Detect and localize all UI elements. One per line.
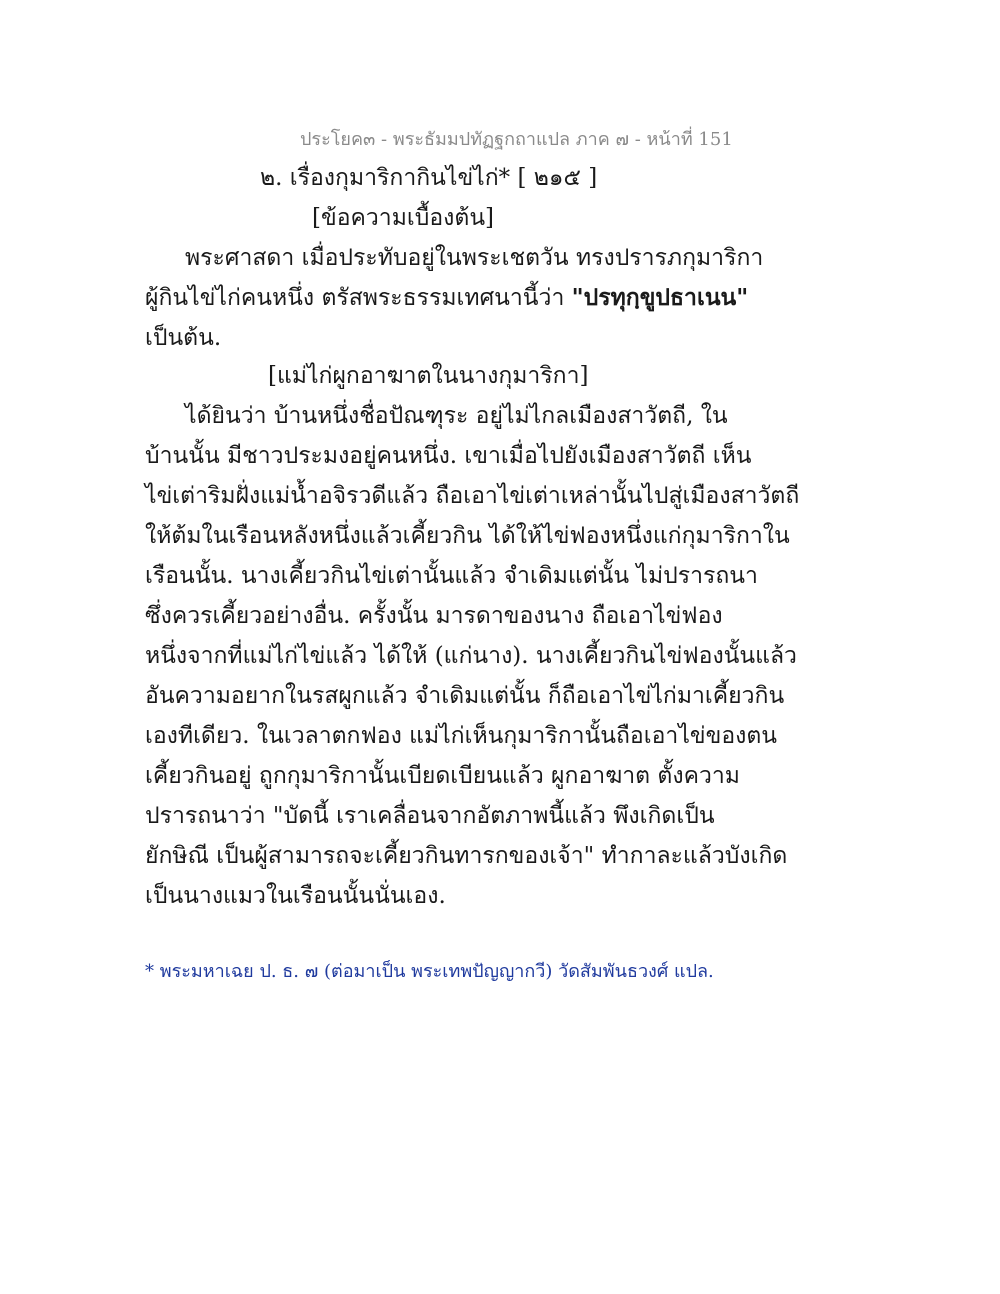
body-line: ซึ่งควรเคี้ยวอย่างอื่น. ครั้งนั้น มารดาของนาง ถือเอาไข่ฟอง <box>145 603 723 629</box>
intro-line-3: เป็นต้น. <box>145 325 222 351</box>
body-line: ได้ยินว่า บ้านหนึ่งชื่อปัณฑุระ อยู่ไม่ไกลเมืองสาวัตถี, ใน <box>185 403 728 429</box>
intro-line-2 <box>145 280 748 316</box>
body-line: เป็นนางแมวในเรือนนั้นนั่นเอง. <box>145 883 446 909</box>
body-line: อันความอยากในรสผูกแล้ว จำเดิมแต่นั้น ก็ถือเอาไข่ไก่มาเคี้ยวกิน <box>145 683 785 709</box>
body-line: เรือนนั้น. นางเคี้ยวกินไข่เต่านั้นแล้ว จำเดิมแต่นั้น ไม่ปรารถนา <box>145 563 758 589</box>
body-line: ปรารถนาว่า "บัดนี้ เราเคลื่อนจากอัตภาพนี้แล้ว พึงเกิดเป็น <box>145 803 715 829</box>
story-title: ๒. เรื่องกุมาริกากินไข่ไก่* [ ๒๑๕ ] <box>260 165 598 191</box>
intro-line-1: พระศาสดา เมื่อประทับอยู่ในพระเชตวัน ทรงปรารภกุมาริกา <box>185 245 764 271</box>
body-line: หนึ่งจากที่แม่ไก่ไข่แล้ว ได้ให้ (แก่นาง). นางเคี้ยวกินไข่ฟองนั้นแล้ว <box>145 643 797 669</box>
pali-quote: "ปรทุกฺขูปธาเนน" <box>571 284 749 311</box>
page-header: ประโยค๓ - พระธัมมปทัฏฐกถาแปล ภาค ๗ - หน้าที่ 151 <box>300 129 733 150</box>
body-line: บ้านนั้น มีชาวประมงอยู่คนหนึ่ง. เขาเมื่อไปยังเมืองสาวัตถี เห็น <box>145 443 752 469</box>
section-heading-intro: [ข้อความเบื้องต้น] <box>312 205 495 231</box>
section-heading-story: [แม่ไก่ผูกอาฆาตในนางกุมาริกา] <box>268 363 589 389</box>
body-line: ยักษิณี เป็นผู้สามารถจะเคี้ยวกินทารกของเจ้า" ทำกาละแล้วบังเกิด <box>145 843 788 869</box>
body-line: เองทีเดียว. ในเวลาตกฟอง แม่ไก่เห็นกุมาริกานั้นถือเอาไข่ของตน <box>145 723 778 749</box>
body-line: ไข่เต่าริมฝั่งแม่น้ำอจิรวดีแล้ว ถือเอาไข่เต่าเหล่านั้นไปสู่เมืองสาวัตถี <box>145 483 800 509</box>
intro-line-2-text: ผู้กินไข่ไก่คนหนึ่ง ตรัสพระธรรมเทศนานี้ว่า <box>145 285 572 311</box>
body-line: ให้ต้มในเรือนหลังหนึ่งแล้วเคี้ยวกิน ได้ให้ไข่ฟองหนึ่งแก่กุมาริกาใน <box>145 523 790 549</box>
footnote: * พระมหาเฉย ป. ธ. ๗ (ต่อมาเป็น พระเทพปัญญากวี) วัดสัมพันธวงศ์ แปล. <box>145 961 714 982</box>
body-line: เคี้ยวกินอยู่ ถูกกุมาริกานั้นเบียดเบียนแล้ว ผูกอาฆาต ตั้งความ <box>145 763 740 789</box>
